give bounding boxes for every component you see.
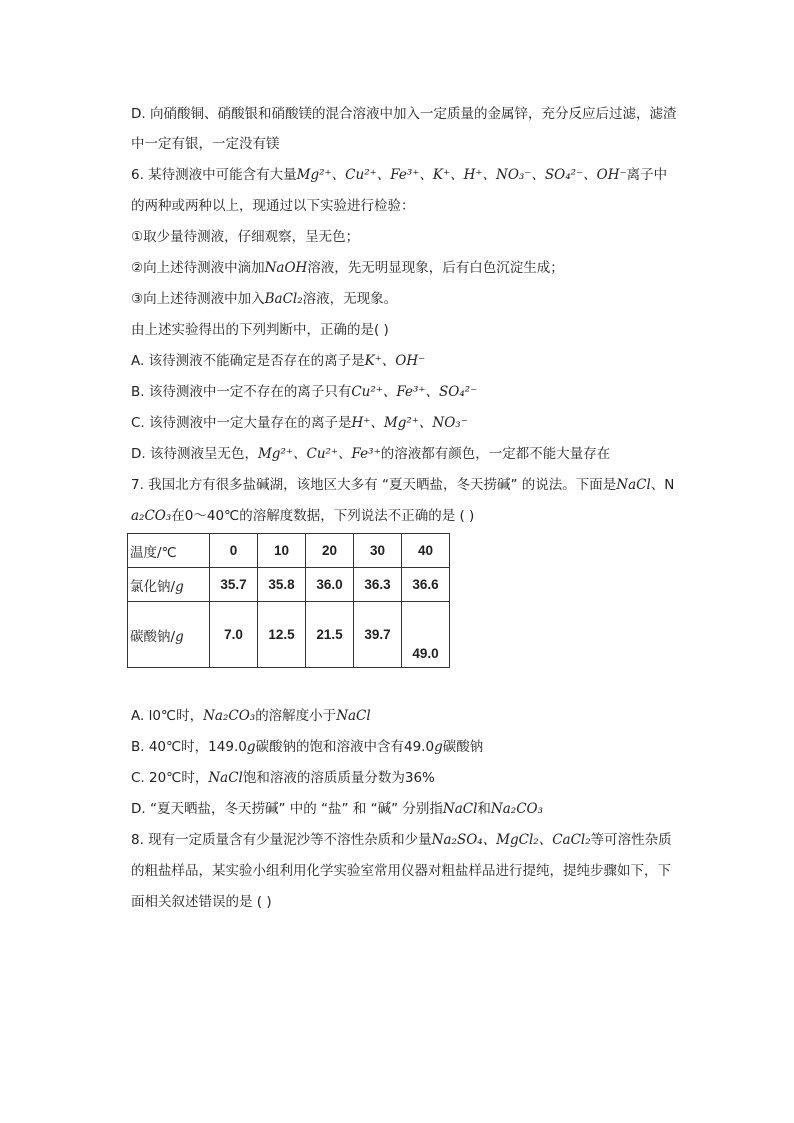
option-a: A. 该待测液不能确定是否存在的离子是K⁺、OH⁻ (131, 353, 426, 369)
option-a: A. l0℃时，Na₂CO₃的溶解度小于NaCl (131, 708, 371, 724)
table-cell: 39.7 (354, 602, 402, 668)
option-b: B. 该待测液中一定不存在的离子只有Cu²⁺、Fe³⁺、SO₄²⁻ (131, 384, 478, 400)
option-b: B. 40℃时，149.0g碳酸钠的饱和溶液中含有49.0g碳酸钠 (131, 739, 484, 755)
option-d: D. 该待测液呈无色，Mg²⁺、Cu²⁺、Fe³⁺的溶液都有颜色，一定都不能大量存在 (131, 446, 611, 462)
table-cell: 35.7 (210, 568, 258, 602)
table-cell: 36.0 (306, 568, 354, 602)
question-prompt: 由上述实验得出的下列判断中，正确的是( ) (131, 322, 389, 338)
table-cell: 21.5 (306, 602, 354, 668)
text-line: 的粗盐样品，某实验小组利用化学实验室常用仪器对粗盐样品进行提纯，提纯步骤如下，下 (131, 863, 671, 879)
table-cell: 35.8 (258, 568, 306, 602)
table-cell: 49.0 (402, 602, 450, 668)
table-header-cell: 0 (210, 534, 258, 568)
text-line: D. 向硝酸铜、硝酸银和硝酸镁的混合溶液中加入一定质量的金属锌，充分反应后过滤，滤渣 (131, 106, 677, 122)
table-cell: 12.5 (258, 602, 306, 668)
table-header-cell: 10 (258, 534, 306, 568)
option-c: C. 20℃时，NaCl饱和溶液的溶质质量分数为36% (131, 770, 435, 786)
question-8-stem: 8. 现有一定质量含有少量泥沙等不溶性杂质和少量Na₂SO₄、MgCl₂、CaCl₂等可溶性杂质 (131, 832, 672, 848)
option-d: D. “夏天晒盐，冬天捞碱” 中的 “盐” 和 “碱” 分别指NaCl和Na₂CO₃ (131, 801, 544, 817)
table-header-cell: 20 (306, 534, 354, 568)
option-c: C. 该待测液中一定大量存在的离子是H⁺、Mg²⁺、NO₃⁻ (131, 415, 468, 431)
text-line: a₂CO₃在0～40℃的溶解度数据，下列说法不正确的是 ( ) (131, 508, 475, 524)
table-header-cell: 40 (402, 534, 450, 568)
table-header-cell: 30 (354, 534, 402, 568)
table-header-cell: 温度/℃ (128, 534, 210, 568)
table-cell: 36.6 (402, 568, 450, 602)
experiment-step-3: ③向上述待测液中加入BaCl₂溶液，无现象。 (131, 291, 398, 307)
text-line: 面相关叙述错误的是 ( ) (131, 894, 272, 910)
table-cell: 7.0 (210, 602, 258, 668)
experiment-step-2: ②向上述待测液中滴加NaOH溶液，先无明显现象，后有白色沉淀生成； (131, 260, 564, 276)
table-row-label: 氯化钠/g (128, 568, 210, 602)
table-row-label: 碳酸钠/g (128, 602, 210, 668)
question-7-stem: 7. 我国北方有很多盐碱湖，该地区大多有 “夏天晒盐，冬天捞碱” 的说法。下面是NaCl、N (131, 477, 675, 493)
question-6-stem: 6. 某待测液中可能含有大量Mg²⁺、Cu²⁺、Fe³⁺、K⁺、H⁺、NO₃⁻、SO₄²⁻、OH⁻离子中 (131, 167, 668, 183)
text-line: 的两种或两种以上，现通过以下实验进行检验： (131, 198, 415, 214)
table-cell: 36.3 (354, 568, 402, 602)
solubility-table (127, 533, 450, 668)
text-line: 中一定有银，一定没有镁 (131, 136, 280, 152)
experiment-step-1: ①取少量待测液，仔细观察，呈无色； (131, 229, 360, 245)
